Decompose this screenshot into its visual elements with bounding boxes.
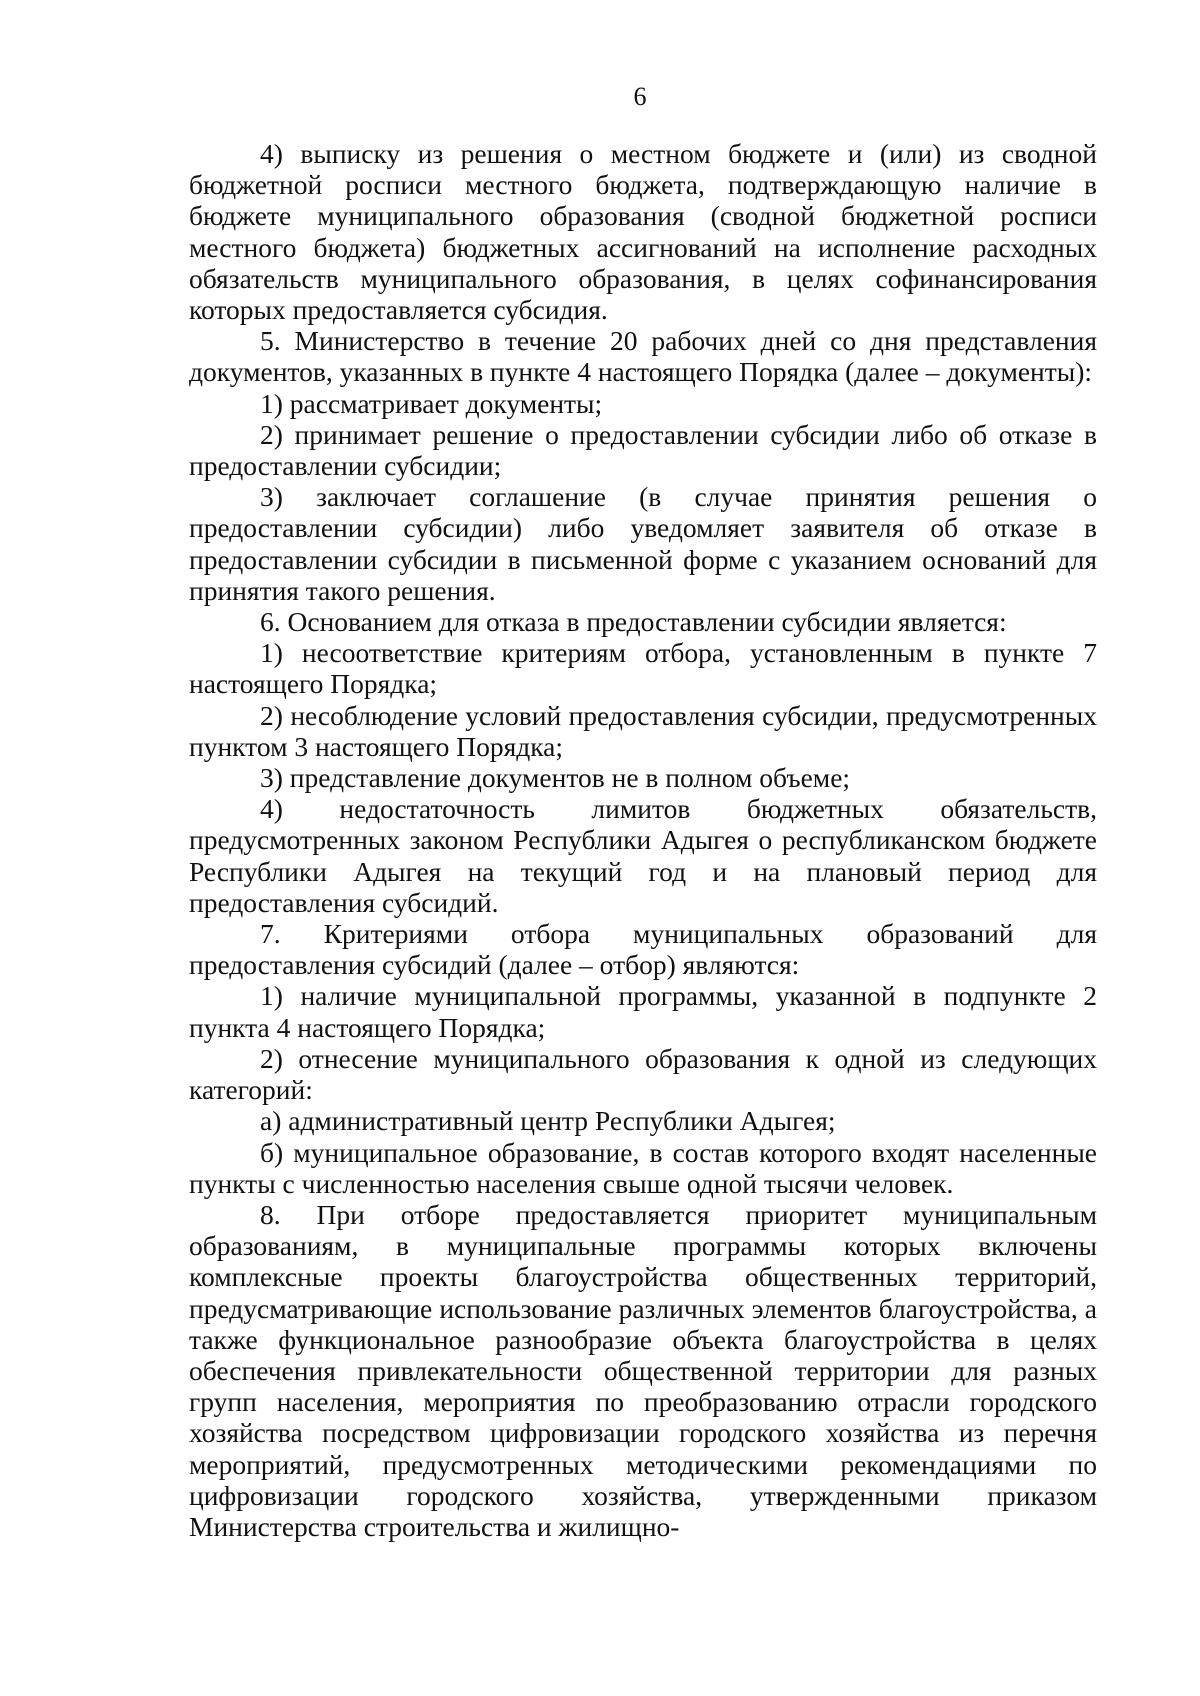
paragraph-7-2: 2) отнесение муниципального образования к одной из следующих категорий: [189,1042,1097,1106]
paragraph-6-2: 2) несоблюдение условий предоставления субсидии, предусмотренных пунктом 3 настоящего Порядка; [189,699,1097,762]
paragraph-7-2-a: а) административный центр Республики Адыгея; [260,1105,836,1137]
paragraph-7-2-b: б) муниципальное образование, в состав которого входят населенные пункты с численностью населения свыше одной тысячи человек. [189,1136,1097,1199]
paragraph-8: 8. При отборе предоставляется приоритет муниципальным образованиям, в муниципальные программы которых включены комплексные проекты благоустройства общественных территорий, предусматривающие использование различных элементов благоустройства, а также функциональное разнообразие объекта благоустройства в целях обеспечения привлекательности общественной территории для разных групп населения, мероприятия по преобразованию отрасли городского хозяйства посредством цифровизации городского хозяйства из перечня мероприятий, предусмотренных методическими рекомендациями по цифровизации городского хозяйства, утвержденными приказом Министерства строительства и жилищно- [189,1198,1097,1542]
paragraph-5-2: 2) принимает решение о предоставлении субсидии либо об отказе в предоставлении субсидии; [189,418,1097,482]
paragraph-5-1: 1) рассматривает документы; [260,387,603,419]
paragraph-6: 6. Основанием для отказа в предоставлении субсидии является: [260,606,1007,638]
paragraph-6-3: 3) представление документов не в полном объеме; [260,762,851,794]
paragraph-7: 7. Критериями отбора муниципальных образований для предоставления субсидий (далее – отбор) являются: [189,918,1097,981]
paragraph-6-4: 4) недостаточность лимитов бюджетных обязательств, предусмотренных законом Республики Адыгея о республиканском бюджете Республики Адыгея на текущий год и на плановый период для предоставления субсидий. [189,793,1097,918]
paragraph-4-4: 4) выписку из решения о местном бюджете и (или) из сводной бюджетной росписи местного бюджета, подтверждающую наличие в бюджете муниципального образования (сводной бюджетной росписи местного бюджета) бюджетных ассигнований на исполнение расходных обязательств муниципального образования, в целях софинансирования которых предоставляется субсидия. [189,138,1097,326]
paragraph-6-1: 1) несоответствие критериям отбора, установленным в пункте 7 настоящего Порядка; [189,637,1097,700]
paragraph-5: 5. Министерство в течение 20 рабочих дней со дня представления документов, указанных в пункте 4 настоящего Порядка (далее – документы): [189,325,1097,388]
page-number: 6 [633,82,647,111]
document-body [189,138,1097,1542]
paragraph-5-3: 3) заключает соглашение (в случае принятия решения о предоставлении субсидии) либо уведомляет заявителя об отказе в предоставлении субсидии в письменной форме с указанием оснований для принятия такого решения. [189,481,1097,606]
paragraph-7-1: 1) наличие муниципальной программы, указанной в подпункте 2 пункта 4 настоящего Порядка; [189,980,1097,1043]
